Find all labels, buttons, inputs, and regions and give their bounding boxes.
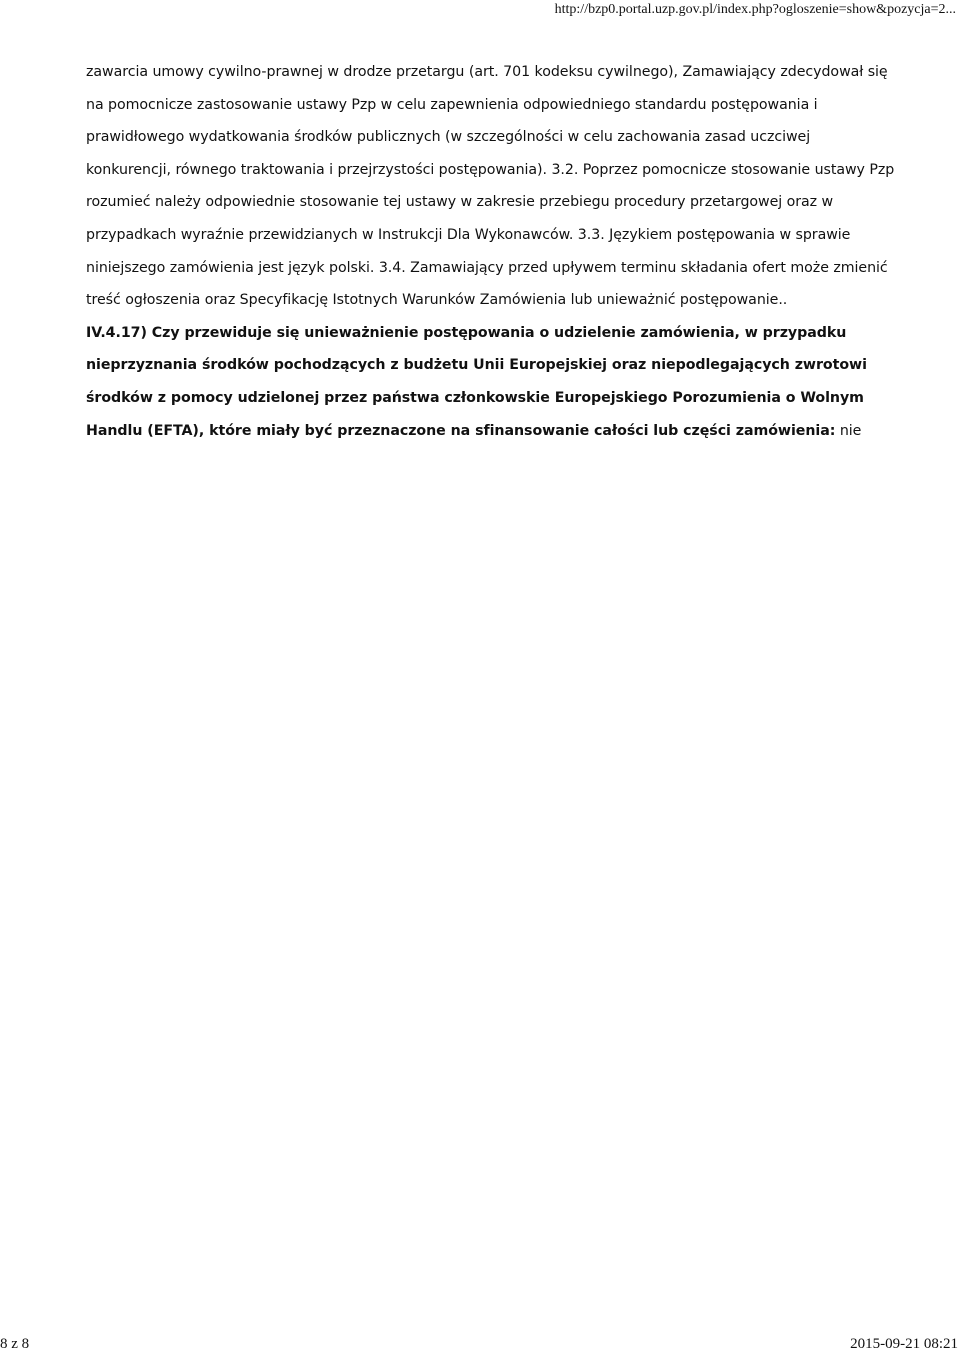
question-answer: nie — [839, 422, 862, 439]
question-label: IV.4.17) Czy przewiduje się unieważnienie postępowania o udzielenie zamówienia, w przypadku nieprzyznania środków pochodzących z budżetu Unii Europejskiej oraz niepodlegających zwrotowi środków z pomocy udzielonej przez państwa członkowskie Europejskiego Porozumienia o Wolnym Handlu (EFTA), które miały być przeznaczone na sfinansowanie całości lub części zamówienia: — [86, 324, 867, 439]
print-footer-page-number: 8 z 8 — [0, 1336, 30, 1352]
print-header-url: http://bzp0.portal.uzp.gov.pl/index.php?ogloszenie=show&pozycja=2... — [554, 2, 956, 17]
question-block — [86, 317, 898, 447]
print-footer-datetime: 2015-09-21 08:21 — [850, 1336, 958, 1352]
section-paragraph: zawarcia umowy cywilno-prawnej w drodze przetargu (art. 701 kodeksu cywilnego), Zamawiający zdecydował się na pomocnicze zastosowanie ustawy Pzp w celu zapewnienia odpowiedniego standardu postępowania i prawidłowego wydatkowania środków publicznych (w szczególności w celu zachowania zasad uczciwej konkurencji, równego traktowania i przejrzystości postępowania). 3.2. Poprzez pomocnicze stosowanie ustawy Pzp rozumieć należy odpowiednie stosowanie tej ustawy w zakresie przebiegu procedury przetargowej oraz w przypadkach wyraźnie przewidzianych w Instrukcji Dla Wykonawców. 3.3. Językiem postępowania w sprawie niniejszego zamówienia jest język polski. 3.4. Zamawiający przed upływem terminu składania ofert może zmienić treść ogłoszenia oraz Specyfikację Istotnych Warunków Zamówienia lub unieważnić postępowanie.. — [86, 64, 895, 309]
document-body — [86, 56, 898, 447]
